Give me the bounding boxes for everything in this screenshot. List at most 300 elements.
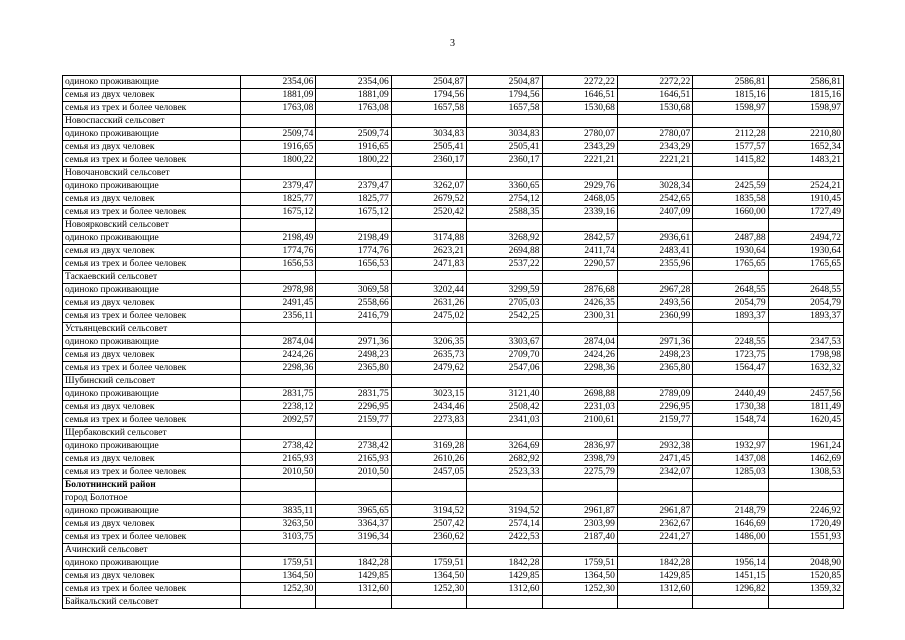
table-cell: 1723,75 [693, 349, 768, 362]
table-cell: 1675,12 [241, 206, 316, 219]
table-cell: 2416,79 [316, 310, 391, 323]
district-name: Болотнинский район [63, 479, 241, 492]
table-cell: 1656,53 [316, 258, 391, 271]
empty-cell [316, 323, 391, 336]
table-cell: 1881,09 [316, 89, 391, 102]
empty-cell [542, 323, 617, 336]
section-heading-row [63, 323, 844, 336]
table-cell: 2509,74 [316, 128, 391, 141]
table-row [63, 258, 844, 271]
empty-cell [542, 167, 617, 180]
table-row [63, 453, 844, 466]
table-cell: 1530,68 [617, 102, 692, 115]
table-cell: 1429,85 [617, 570, 692, 583]
table-cell: 2296,95 [617, 401, 692, 414]
table-row [63, 349, 844, 362]
table-cell: 1774,76 [241, 245, 316, 258]
empty-cell [542, 115, 617, 128]
empty-cell [241, 479, 316, 492]
table-cell: 2426,35 [542, 297, 617, 310]
table-cell: 2586,81 [693, 76, 768, 89]
empty-cell [241, 271, 316, 284]
table-cell: 3965,65 [316, 505, 391, 518]
table-row [63, 518, 844, 531]
empty-cell [316, 544, 391, 557]
cost-table [62, 75, 844, 609]
table-cell: 2498,23 [617, 349, 692, 362]
empty-cell [617, 492, 692, 505]
table-cell: 2398,79 [542, 453, 617, 466]
empty-cell [467, 544, 542, 557]
empty-cell [391, 323, 466, 336]
empty-cell [316, 271, 391, 284]
table-cell: 1759,51 [542, 557, 617, 570]
table-cell: 1551,93 [768, 531, 843, 544]
table-cell: 3262,07 [391, 180, 466, 193]
table-cell: 1800,22 [316, 154, 391, 167]
row-label: семья из трех и более человек [63, 414, 241, 427]
empty-cell [768, 219, 843, 232]
row-label: семья из двух человек [63, 89, 241, 102]
table-cell: 1252,30 [391, 583, 466, 596]
district-heading-row [63, 479, 844, 492]
section-heading-row [63, 115, 844, 128]
table-row [63, 570, 844, 583]
empty-cell [391, 596, 466, 609]
row-label: семья из двух человек [63, 570, 241, 583]
page-number: 3 [450, 38, 455, 49]
table-cell: 2523,33 [467, 466, 542, 479]
table-row [63, 180, 844, 193]
table-cell: 3364,37 [316, 518, 391, 531]
table-cell: 2210,80 [768, 128, 843, 141]
table-row [63, 557, 844, 570]
table-row [63, 505, 844, 518]
section-heading-row [63, 167, 844, 180]
table-cell: 1296,82 [693, 583, 768, 596]
empty-cell [467, 115, 542, 128]
table-cell: 2929,76 [542, 180, 617, 193]
table-cell: 2341,03 [467, 414, 542, 427]
table-cell: 1930,64 [768, 245, 843, 258]
table-cell: 2231,03 [542, 401, 617, 414]
table-cell: 2542,25 [467, 310, 542, 323]
table-cell: 3202,44 [391, 284, 466, 297]
table-cell: 2048,90 [768, 557, 843, 570]
table-cell: 2491,45 [241, 297, 316, 310]
table-cell: 2623,21 [391, 245, 466, 258]
table-cell: 1774,76 [316, 245, 391, 258]
table-cell: 3268,92 [467, 232, 542, 245]
table-cell: 1451,15 [693, 570, 768, 583]
table-cell: 3028,34 [617, 180, 692, 193]
table-cell: 2479,62 [391, 362, 466, 375]
empty-cell [768, 492, 843, 505]
table-cell: 2754,12 [467, 193, 542, 206]
table-cell: 1285,03 [693, 466, 768, 479]
table-row [63, 193, 844, 206]
empty-cell [391, 492, 466, 505]
table-cell: 2468,05 [542, 193, 617, 206]
table-cell: 2967,28 [617, 284, 692, 297]
table-cell: 3196,34 [316, 531, 391, 544]
table-cell: 1916,65 [316, 141, 391, 154]
table-cell: 2932,38 [617, 440, 692, 453]
table-cell: 2360,17 [391, 154, 466, 167]
table-cell: 1765,65 [768, 258, 843, 271]
table-cell: 2679,52 [391, 193, 466, 206]
table-cell: 1415,82 [693, 154, 768, 167]
table-cell: 2471,83 [391, 258, 466, 271]
table-cell: 1632,32 [768, 362, 843, 375]
table-cell: 2961,87 [542, 505, 617, 518]
table-cell: 3174,88 [391, 232, 466, 245]
table-cell: 2342,07 [617, 466, 692, 479]
empty-cell [768, 167, 843, 180]
table-cell: 1910,45 [768, 193, 843, 206]
table-cell: 1429,85 [316, 570, 391, 583]
table-cell: 3069,58 [316, 284, 391, 297]
table-cell: 1961,24 [768, 440, 843, 453]
table-cell: 2738,42 [241, 440, 316, 453]
table-cell: 2290,57 [542, 258, 617, 271]
table-cell: 1252,30 [241, 583, 316, 596]
table-cell: 1825,77 [316, 193, 391, 206]
empty-cell [542, 219, 617, 232]
empty-cell [391, 271, 466, 284]
table-cell: 2504,87 [467, 76, 542, 89]
table-row [63, 245, 844, 258]
section-heading-row [63, 544, 844, 557]
table-cell: 2780,07 [542, 128, 617, 141]
table-cell: 2610,26 [391, 453, 466, 466]
table-cell: 1842,28 [617, 557, 692, 570]
empty-cell [617, 427, 692, 440]
table-cell: 1893,37 [768, 310, 843, 323]
table-cell: 1930,64 [693, 245, 768, 258]
row-label: одиноко проживающие [63, 180, 241, 193]
table-cell: 1462,69 [768, 453, 843, 466]
table-cell: 1798,98 [768, 349, 843, 362]
table-cell: 3835,11 [241, 505, 316, 518]
row-label: семья из двух человек [63, 518, 241, 531]
table-cell: 2524,21 [768, 180, 843, 193]
empty-cell [467, 271, 542, 284]
table-cell: 3023,15 [391, 388, 466, 401]
table-row [63, 466, 844, 479]
table-cell: 2165,93 [241, 453, 316, 466]
table-cell: 2457,05 [391, 466, 466, 479]
settlement-name: Шубинский сельсовет [63, 375, 241, 388]
table-cell: 2586,81 [768, 76, 843, 89]
table-cell: 2424,26 [241, 349, 316, 362]
empty-cell [467, 375, 542, 388]
table-cell: 1364,50 [241, 570, 316, 583]
table-cell: 2100,61 [542, 414, 617, 427]
empty-cell [768, 271, 843, 284]
empty-cell [542, 479, 617, 492]
table-cell: 2221,21 [617, 154, 692, 167]
row-label: одиноко проживающие [63, 336, 241, 349]
table-cell: 3206,35 [391, 336, 466, 349]
settlement-name: Новочановский сельсовет [63, 167, 241, 180]
empty-cell [467, 596, 542, 609]
table-cell: 3263,50 [241, 518, 316, 531]
table-cell: 2360,99 [617, 310, 692, 323]
row-label: семья из двух человек [63, 453, 241, 466]
row-label: семья из трех и более человек [63, 310, 241, 323]
table-cell: 2165,93 [316, 453, 391, 466]
table-cell: 3103,75 [241, 531, 316, 544]
table-cell: 2874,04 [542, 336, 617, 349]
empty-cell [241, 323, 316, 336]
settlement-name: Устьянцевский сельсовет [63, 323, 241, 336]
empty-cell [768, 427, 843, 440]
table-cell: 2574,14 [467, 518, 542, 531]
table-cell: 2507,42 [391, 518, 466, 531]
table-cell: 2961,87 [617, 505, 692, 518]
empty-cell [241, 219, 316, 232]
table-cell: 1675,12 [316, 206, 391, 219]
table-body [63, 76, 844, 609]
empty-cell [391, 115, 466, 128]
section-heading-row [63, 219, 844, 232]
table-cell: 2876,68 [542, 284, 617, 297]
table-cell: 2483,41 [617, 245, 692, 258]
row-label: одиноко проживающие [63, 505, 241, 518]
empty-cell [542, 427, 617, 440]
empty-cell [391, 219, 466, 232]
table-cell: 1577,57 [693, 141, 768, 154]
table-cell: 2365,80 [316, 362, 391, 375]
table-cell: 3303,67 [467, 336, 542, 349]
empty-cell [467, 323, 542, 336]
table-row [63, 206, 844, 219]
row-label: семья из трех и более человек [63, 258, 241, 271]
empty-cell [467, 479, 542, 492]
table-cell: 2272,22 [542, 76, 617, 89]
row-label: семья из трех и более человек [63, 362, 241, 375]
table-cell: 2343,29 [617, 141, 692, 154]
table-cell: 1652,34 [768, 141, 843, 154]
empty-cell [768, 375, 843, 388]
table-cell: 2698,88 [542, 388, 617, 401]
empty-cell [241, 492, 316, 505]
table-cell: 2971,36 [617, 336, 692, 349]
table-cell: 1364,50 [391, 570, 466, 583]
table-cell: 1763,08 [241, 102, 316, 115]
empty-cell [768, 479, 843, 492]
table-cell: 2010,50 [316, 466, 391, 479]
section-heading-row [63, 427, 844, 440]
table-row [63, 284, 844, 297]
table-cell: 1657,58 [391, 102, 466, 115]
table-cell: 2631,26 [391, 297, 466, 310]
table-cell: 1483,21 [768, 154, 843, 167]
table-cell: 2789,09 [617, 388, 692, 401]
table-cell: 2509,74 [241, 128, 316, 141]
table-cell: 1720,49 [768, 518, 843, 531]
table-cell: 1811,49 [768, 401, 843, 414]
table-cell: 2542,65 [617, 193, 692, 206]
table-row [63, 583, 844, 596]
table-cell: 2300,31 [542, 310, 617, 323]
table-cell: 2425,59 [693, 180, 768, 193]
row-label: одиноко проживающие [63, 557, 241, 570]
table-cell: 1815,16 [768, 89, 843, 102]
table-cell: 1486,00 [693, 531, 768, 544]
table-cell: 1956,14 [693, 557, 768, 570]
table-cell: 2635,73 [391, 349, 466, 362]
table-cell: 2010,50 [241, 466, 316, 479]
table-cell: 2298,36 [241, 362, 316, 375]
table-cell: 2159,77 [617, 414, 692, 427]
table-cell: 2504,87 [391, 76, 466, 89]
row-label: семья из трех и более человек [63, 583, 241, 596]
table-row [63, 531, 844, 544]
empty-cell [391, 544, 466, 557]
table-row [63, 336, 844, 349]
empty-cell [467, 219, 542, 232]
empty-cell [467, 167, 542, 180]
table-row [63, 401, 844, 414]
empty-cell [391, 479, 466, 492]
table-cell: 2339,16 [542, 206, 617, 219]
table-cell: 1800,22 [241, 154, 316, 167]
table-cell: 2648,55 [693, 284, 768, 297]
table-cell: 2275,79 [542, 466, 617, 479]
empty-cell [241, 167, 316, 180]
empty-cell [316, 115, 391, 128]
table-cell: 2422,53 [467, 531, 542, 544]
table-cell: 1530,68 [542, 102, 617, 115]
table-cell: 2547,06 [467, 362, 542, 375]
section-heading-row [63, 375, 844, 388]
table-cell: 2272,22 [617, 76, 692, 89]
empty-cell [316, 596, 391, 609]
empty-cell [693, 271, 768, 284]
table-cell: 1598,97 [768, 102, 843, 115]
table-cell: 1646,51 [542, 89, 617, 102]
table-cell: 2360,62 [391, 531, 466, 544]
empty-cell [693, 115, 768, 128]
row-label: одиноко проживающие [63, 128, 241, 141]
empty-cell [391, 375, 466, 388]
empty-cell [617, 271, 692, 284]
table-cell: 2471,45 [617, 453, 692, 466]
table-cell: 2648,55 [768, 284, 843, 297]
table-cell: 2434,46 [391, 401, 466, 414]
table-cell: 2831,75 [316, 388, 391, 401]
table-cell: 1727,49 [768, 206, 843, 219]
table-cell: 2874,04 [241, 336, 316, 349]
table-cell: 1548,74 [693, 414, 768, 427]
table-row [63, 154, 844, 167]
table-cell: 1646,69 [693, 518, 768, 531]
table-cell: 1835,58 [693, 193, 768, 206]
table-cell: 1429,85 [467, 570, 542, 583]
table-row [63, 141, 844, 154]
table-cell: 2221,21 [542, 154, 617, 167]
empty-cell [467, 427, 542, 440]
table-cell: 1759,51 [391, 557, 466, 570]
settlement-name: Щербаковский сельсовет [63, 427, 241, 440]
empty-cell [391, 167, 466, 180]
table-cell: 1660,00 [693, 206, 768, 219]
empty-cell [241, 596, 316, 609]
table-cell: 2112,28 [693, 128, 768, 141]
empty-cell [693, 544, 768, 557]
table-cell: 2493,56 [617, 297, 692, 310]
row-label: семья из двух человек [63, 349, 241, 362]
table-cell: 2198,49 [316, 232, 391, 245]
empty-cell [768, 596, 843, 609]
table-cell: 2424,26 [542, 349, 617, 362]
table-cell: 1730,38 [693, 401, 768, 414]
table-cell: 1932,97 [693, 440, 768, 453]
table-cell: 1893,37 [693, 310, 768, 323]
table-cell: 1657,58 [467, 102, 542, 115]
row-label: одиноко проживающие [63, 440, 241, 453]
table-row [63, 440, 844, 453]
table-cell: 1252,30 [542, 583, 617, 596]
table-cell: 1620,45 [768, 414, 843, 427]
empty-cell [467, 492, 542, 505]
empty-cell [768, 323, 843, 336]
table-cell: 1646,51 [617, 89, 692, 102]
row-label: семья из трех и более человек [63, 206, 241, 219]
table-cell: 1520,85 [768, 570, 843, 583]
table-cell: 2508,42 [467, 401, 542, 414]
table-cell: 2159,77 [316, 414, 391, 427]
table-cell: 2520,42 [391, 206, 466, 219]
table-cell: 1598,97 [693, 102, 768, 115]
table-row [63, 362, 844, 375]
table-cell: 2494,72 [768, 232, 843, 245]
table-cell: 3194,52 [391, 505, 466, 518]
table-cell: 3264,69 [467, 440, 542, 453]
table-cell: 2187,40 [542, 531, 617, 544]
empty-cell [693, 323, 768, 336]
table-cell: 2738,42 [316, 440, 391, 453]
table-cell: 2343,29 [542, 141, 617, 154]
row-label: одиноко проживающие [63, 388, 241, 401]
table-cell: 1656,53 [241, 258, 316, 271]
empty-cell [241, 115, 316, 128]
table-cell: 2355,96 [617, 258, 692, 271]
row-label: семья из двух человек [63, 193, 241, 206]
table-cell: 2498,23 [316, 349, 391, 362]
empty-cell [316, 479, 391, 492]
row-label: одиноко проживающие [63, 76, 241, 89]
table-cell: 1312,60 [467, 583, 542, 596]
empty-cell [617, 544, 692, 557]
settlement-name: Новоспасский сельсовет [63, 115, 241, 128]
table-cell: 3169,28 [391, 440, 466, 453]
empty-cell [316, 167, 391, 180]
table-cell: 2379,47 [316, 180, 391, 193]
table-cell: 2362,67 [617, 518, 692, 531]
table-cell: 2354,06 [241, 76, 316, 89]
table-cell: 2682,92 [467, 453, 542, 466]
row-label: одиноко проживающие [63, 232, 241, 245]
table-cell: 2347,53 [768, 336, 843, 349]
settlement-name: Ачинский сельсовет [63, 544, 241, 557]
table-cell: 1763,08 [316, 102, 391, 115]
table-cell: 1308,53 [768, 466, 843, 479]
table-cell: 2092,57 [241, 414, 316, 427]
table-cell: 2298,36 [542, 362, 617, 375]
